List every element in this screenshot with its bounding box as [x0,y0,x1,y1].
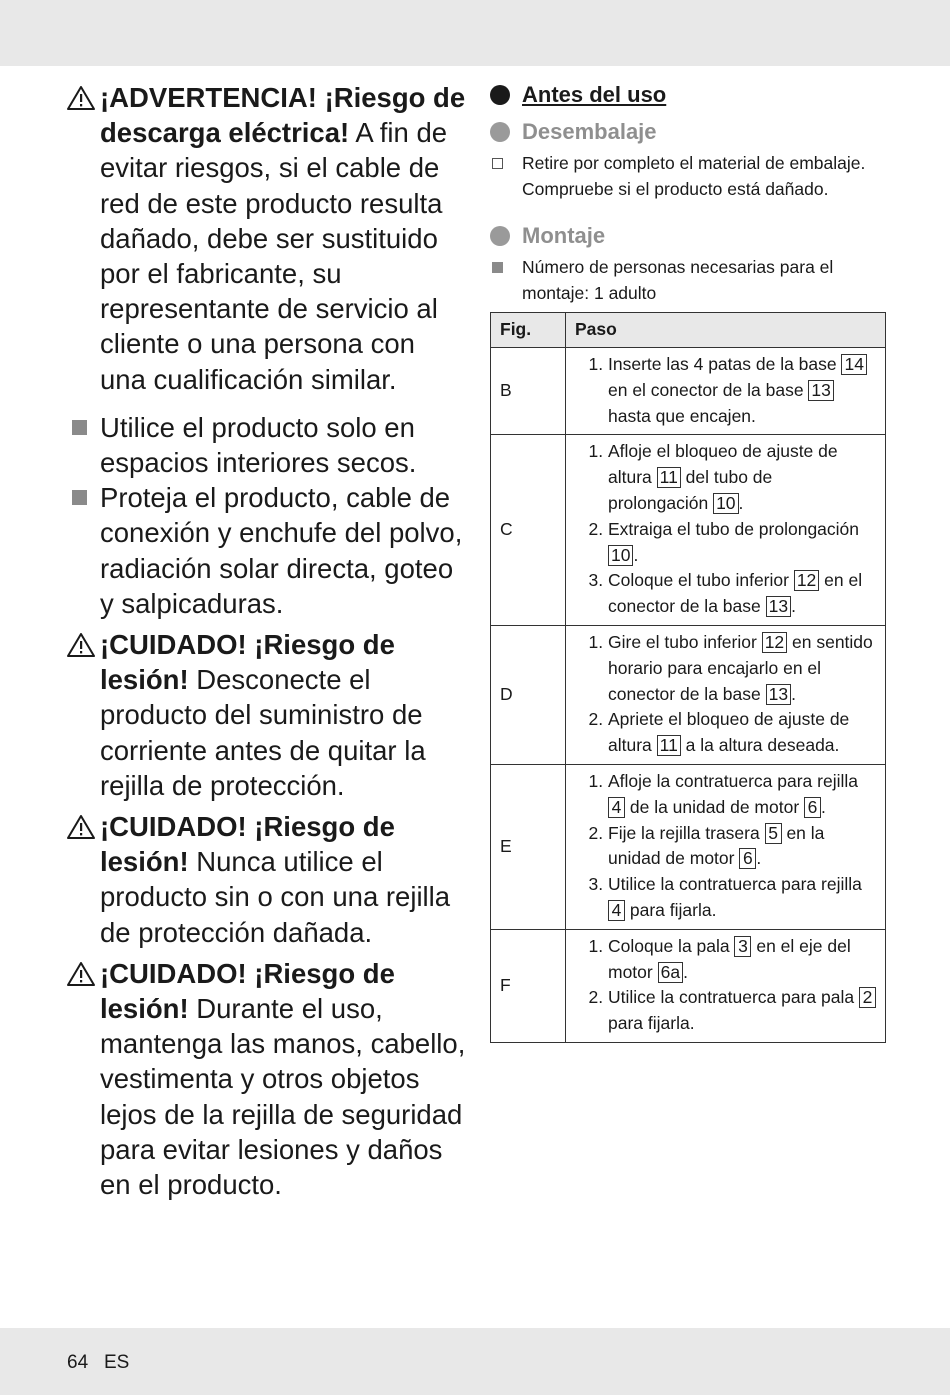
table-row [491,764,886,929]
table-row [491,625,886,764]
caution-damaged-grille [66,809,466,950]
square-bullet-icon [492,262,503,273]
part-number-ref: 11 [657,735,681,756]
table-header-row [491,313,886,348]
assembly-steps-table [490,312,886,1043]
part-number-ref: 13 [766,596,791,617]
step-item [608,872,877,924]
step-item [608,439,877,516]
footer-bar [0,1328,950,1395]
step-text: Afloje la contratuerca para rejilla [608,770,858,791]
top-bar [0,0,950,66]
step-text: del tubo de prolongación [608,467,773,513]
warning-electric-shock [66,80,466,397]
warning-triangle-icon [66,814,96,840]
step-cell [566,625,886,764]
square-bullet-icon [72,420,87,435]
part-number-ref: 10 [713,493,738,514]
part-number-ref: 10 [608,545,633,566]
step-item [608,568,877,620]
square-bullet-icon [72,490,87,505]
step-text: Extraiga el tubo de prolongación [608,518,860,539]
part-number-ref: 12 [762,632,787,653]
caution-title: ¡CUIDADO! ¡Riesgo de lesión! [100,811,395,878]
step-text: Fije la rejilla trasera [608,822,765,843]
warning-text: A fin de evitar riesgos, si el cable de red de este producto resulta dañado, debe ser sustituido por el fabricante, su representante de servicio al cliente o una persona con una cualificación similar. [100,117,448,395]
bullet-protect [66,480,466,621]
step-text: para fijarla. [625,899,717,920]
bullet-dot-icon [490,226,510,246]
warning-triangle-icon [66,961,96,987]
step-text: . [738,492,744,513]
part-number-ref: 6 [739,848,756,869]
step-text: Coloque el tubo inferior [608,570,794,591]
step-text: . [791,596,796,617]
step-item [608,352,877,429]
step-cell [566,929,886,1042]
step-text: hasta que encajen. [608,405,756,426]
step-text: en sentido horario para encajarlo en el conector de la base [608,631,873,704]
step-text: Inserte las 4 patas de la base [608,354,842,374]
step-text: para fijarla. [608,1013,695,1034]
heading-text: Antes del uso [522,82,667,107]
caution-disconnect [66,627,466,803]
table-body [491,348,886,1043]
step-cell [566,348,886,435]
part-number-ref: 13 [766,684,791,705]
warning-triangle-icon [66,632,96,658]
col-step-header: Paso [566,313,886,348]
step-item [608,707,877,759]
caution-title: ¡CUIDADO! ¡Riesgo de lesión! [100,957,395,1025]
checkbox-square-icon [492,158,503,169]
step-text: Gire el tubo inferior [608,631,762,652]
step-text: . [633,544,639,565]
left-column [66,80,466,1202]
part-number-ref: 6 [804,797,821,818]
bullet-text: Utilice el producto solo en espacios interiores secos. [100,411,417,479]
step-list [574,352,877,429]
table-row [491,929,886,1042]
step-item [608,517,877,569]
step-list [574,769,877,924]
part-number-ref: 11 [657,467,681,488]
step-text: Utilice la contratuerca para rejilla [608,874,862,895]
fig-cell: E [491,764,566,929]
step-text: . [756,848,762,869]
step-text: en la unidad de motor [608,822,825,869]
fig-cell: F [491,929,566,1042]
warning-triangle-icon [66,85,96,111]
col-fig-header: Fig. [491,313,566,348]
caution-hands [66,956,466,1202]
page-number: 64 [67,1352,89,1373]
heading-unpacking [490,117,885,147]
heading-assembly [490,221,885,251]
part-number-ref: 13 [808,380,833,401]
part-number-ref: 2 [859,987,876,1008]
instruction-text: Número de personas necesarias para el montaje: 1 adulto [522,257,834,303]
step-item [608,985,877,1037]
part-number-ref: 4 [608,900,625,921]
step-cell [566,764,886,929]
assembly-persons [490,255,885,306]
step-text: . [791,683,796,704]
bullet-indoor [66,410,466,480]
step-list [574,934,877,1037]
page-footer-label [67,1352,129,1374]
step-text: Coloque la pala [608,935,735,956]
step-text: en el conector de la base [608,379,809,400]
fig-cell: D [491,625,566,764]
table-row [491,348,886,435]
unpack-instruction [490,151,885,202]
bullet-dot-icon [490,85,510,105]
instruction-text: Retire por completo el material de embalaje. Compruebe si el producto está dañado. [522,153,866,199]
part-number-ref: 6a [658,962,683,983]
step-text: . [683,961,688,982]
step-text: Utilice la contratuerca para pala [608,987,859,1008]
step-text: a la altura deseada. [680,735,840,756]
part-number-ref: 5 [765,823,782,844]
warning-title: ¡ADVERTENCIA! ¡Riesgo de descarga eléctrica! [100,82,466,149]
part-number-ref: 14 [841,354,866,375]
part-number-ref: 3 [734,936,751,957]
step-text: Apriete el bloqueo de ajuste de altura [608,709,850,756]
caution-text: Durante el uso, mantenga las manos, cabello, vestimenta y otros objetos lejos de la rejilla de seguridad para evitar lesiones y daños en el producto. [100,993,466,1201]
caution-title: ¡CUIDADO! ¡Riesgo de lesión! [100,629,395,696]
step-text: en el conector de la base [608,570,863,617]
table-row [491,435,886,626]
step-list [574,439,877,620]
step-item [608,769,877,821]
heading-text: Desembalaje [522,119,657,144]
step-text: . [821,796,826,817]
step-item [608,821,877,873]
step-text: en el eje del motor [608,935,851,982]
caution-text: Nunca utilice el producto sin o con una rejilla de protección dañada. [100,846,451,948]
step-item [608,630,877,707]
step-list [574,630,877,759]
right-column [490,80,885,1043]
fig-cell: B [491,348,566,435]
step-item [608,934,877,986]
fig-cell: C [491,435,566,626]
part-number-ref: 4 [608,797,625,818]
heading-text: Montaje [522,223,606,248]
bullet-dot-icon [490,122,510,142]
language-code: ES [103,1352,130,1373]
part-number-ref: 12 [794,570,819,591]
step-text: de la unidad de motor [625,796,805,817]
step-text: Afloje el bloqueo de ajuste de altura [608,441,838,488]
heading-before-use [490,80,885,110]
bullet-text: Proteja el producto, cable de conexión y enchufe del polvo, radiación solar directa, goteo y salpicaduras. [100,482,463,619]
step-cell [566,435,886,626]
caution-text: Desconecte el producto del suministro de corriente antes de quitar la rejilla de protección. [100,664,426,801]
